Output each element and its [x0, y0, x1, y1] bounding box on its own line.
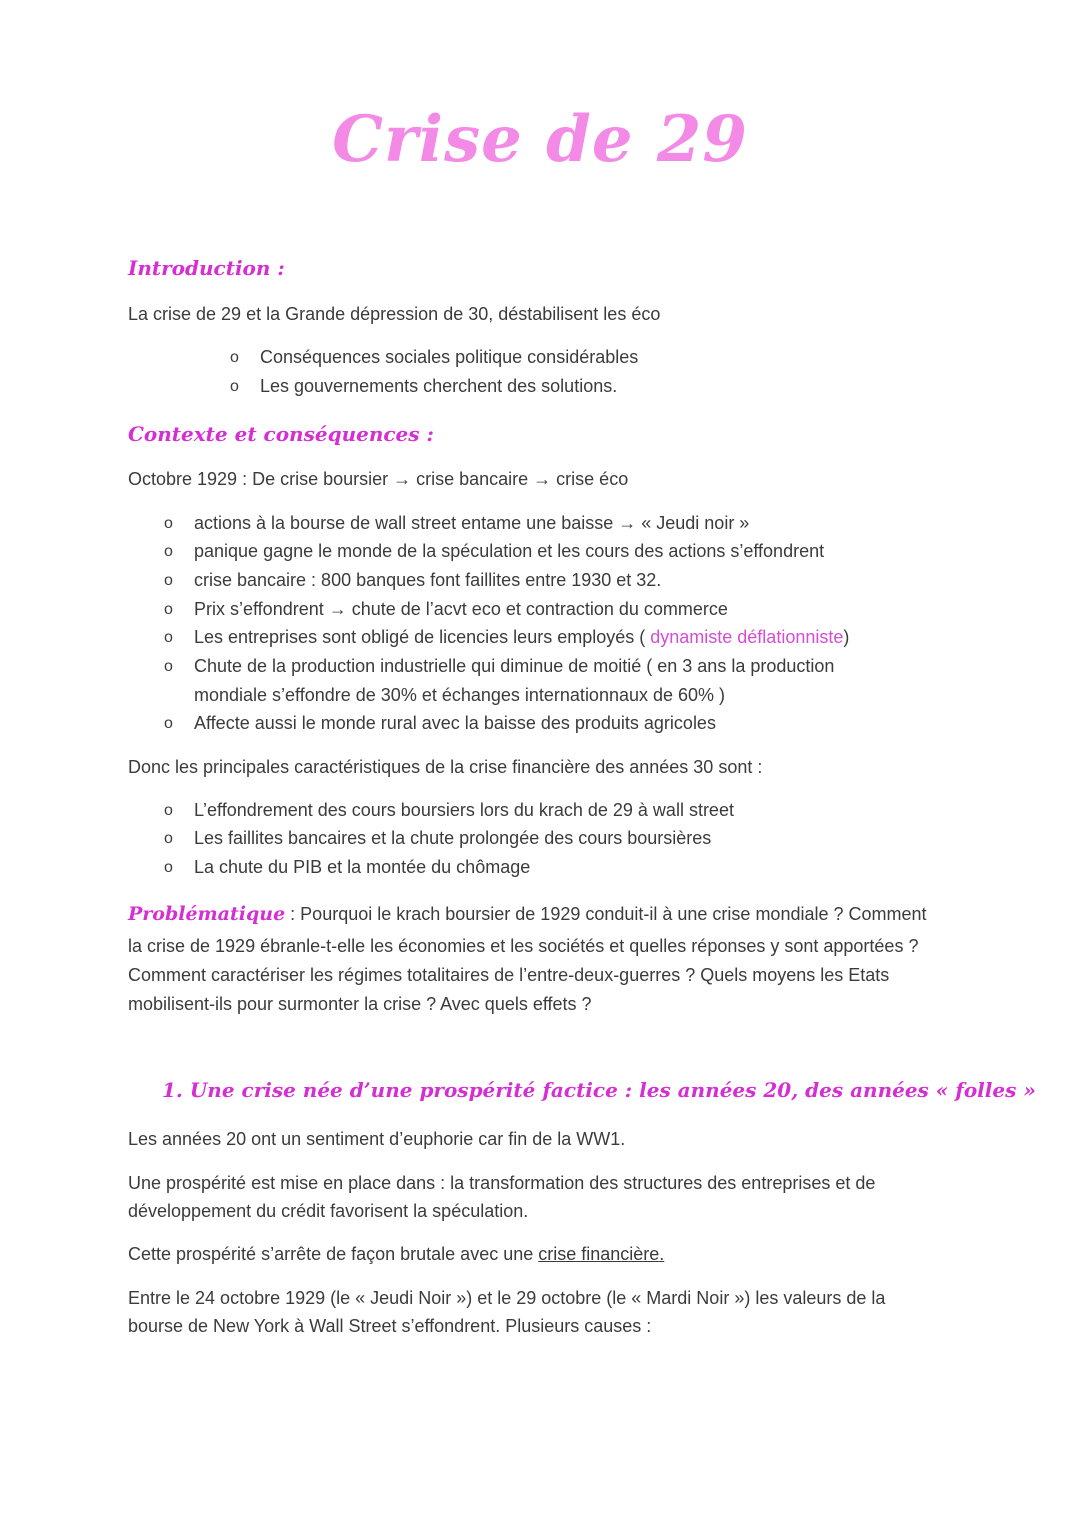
list-item [164, 623, 850, 652]
list-item-text: L’effondrement des cours boursiers lors du krach de 29 à wall street [194, 800, 734, 820]
section-1-paragraph-4-line-2: bourse de New York à Wall Street s’effondrent. Plusieurs causes : [128, 1316, 652, 1336]
section-1-paragraph-4-line-1: Entre le 24 octobre 1929 (le « Jeudi Noir ») et le 29 octobre (le « Mardi Noir ») les valeurs de la [128, 1288, 886, 1308]
list-item-text: Les entreprises sont obligé de licencies leurs employés ( [194, 627, 646, 647]
list-item [164, 709, 716, 738]
contexte-timeline: Octobre 1929 : De crise boursier → crise bancaire → crise éco [128, 469, 629, 489]
contexte-heading: Contexte et conséquences : [128, 422, 434, 446]
bullet-marker: o [164, 802, 173, 819]
list-item [164, 652, 835, 681]
summary-text: Donc les principales caractéristiques de la crise financière des années 30 sont : [128, 757, 763, 777]
highlight-term: dynamiste déflationniste [650, 627, 844, 647]
list-item-text: Les gouvernements cherchent des solutions. [260, 376, 618, 396]
list-item-text: Conséquences sociales politique considérables [260, 347, 639, 367]
section-1-paragraph-3 [128, 1240, 958, 1269]
list-item-text: actions à la bourse de wall street entame une baisse → « Jeudi noir » [194, 513, 750, 533]
list-item-text: panique gagne le monde de la spéculation et les cours des actions s’effondrent [194, 541, 825, 561]
introduction-text: La crise de 29 et la Grande dépression de 30, déstabilisent les éco [128, 304, 661, 324]
bullet-marker: o [164, 572, 173, 589]
bullet-marker: o [230, 378, 239, 395]
problematique-line-3: Comment caractériser les régimes totalitaires de l’entre-deux-guerres ? Quels moyens les Etats [128, 965, 890, 985]
problematique-line-2: la crise de 1929 ébranle-t-elle les économies et les sociétés et quelles réponses y sont apportées ? [128, 936, 919, 956]
bullet-marker: o [164, 830, 173, 847]
list-item-text: crise bancaire : 800 banques font faillites entre 1930 et 32. [194, 570, 662, 590]
list-item-text: mondiale s’effondre de 30% et échanges internationnaux de 60% ) [194, 685, 726, 705]
list-item-text: Chute de la production industrielle qui diminue de moitié ( en 3 ans la production [194, 656, 835, 676]
section-1-paragraph-2-line-1: Une prospérité est mise en place dans : la transformation des structures des entreprises et de [128, 1173, 876, 1193]
bullet-marker: o [164, 658, 173, 675]
problematique-label: Problématique [128, 903, 286, 925]
list-item [164, 853, 531, 882]
section-1-paragraph-2-line-2: développement du crédit favorisent la spéculation. [128, 1201, 529, 1221]
problematique-text: : Pourquoi le krach boursier de 1929 conduit-il à une crise mondiale ? Comment [285, 904, 927, 924]
bullet-marker: o [164, 601, 173, 618]
list-item-continuation [194, 681, 725, 710]
page-title: Crise de 29 [332, 102, 748, 177]
list-item-text: Affecte aussi le monde rural avec la baisse des produits agricoles [194, 713, 716, 733]
bullet-marker: o [230, 349, 239, 366]
bullet-marker: o [164, 543, 173, 560]
list-item [164, 566, 662, 595]
closing-paren: ) [843, 627, 850, 647]
introduction-heading: Introduction : [128, 256, 285, 280]
list-item-text: Les faillites bancaires et la chute prolongée des cours boursières [194, 828, 712, 848]
list-item [164, 537, 825, 566]
list-item [164, 824, 712, 853]
list-item [164, 595, 728, 624]
section-1-paragraph-1: Les années 20 ont un sentiment d’euphorie car fin de la WW1. [128, 1129, 626, 1149]
bullet-marker: o [164, 629, 173, 646]
bullet-marker: o [164, 859, 173, 876]
list-item-text: La chute du PIB et la montée du chômage [194, 857, 531, 877]
bullet-marker: o [164, 715, 173, 732]
paragraph-text: Cette prospérité s’arrête de façon brutale avec une [128, 1244, 539, 1264]
problematique-line-4: mobilisent-ils pour surmonter la crise ? Avec quels effets ? [128, 994, 592, 1014]
underlined-term: crise financière. [538, 1244, 665, 1264]
bullet-marker: o [164, 515, 173, 532]
list-item [230, 372, 618, 401]
problematique-line-1 [128, 900, 958, 929]
list-item [230, 343, 639, 372]
section-1-heading: 1. Une crise née d’une prospérité factice : les années 20, des années « folles » [162, 1078, 1036, 1102]
list-item [164, 796, 734, 825]
list-item-text: Prix s’effondrent → chute de l’acvt eco et contraction du commerce [194, 599, 728, 619]
list-item [164, 509, 750, 538]
